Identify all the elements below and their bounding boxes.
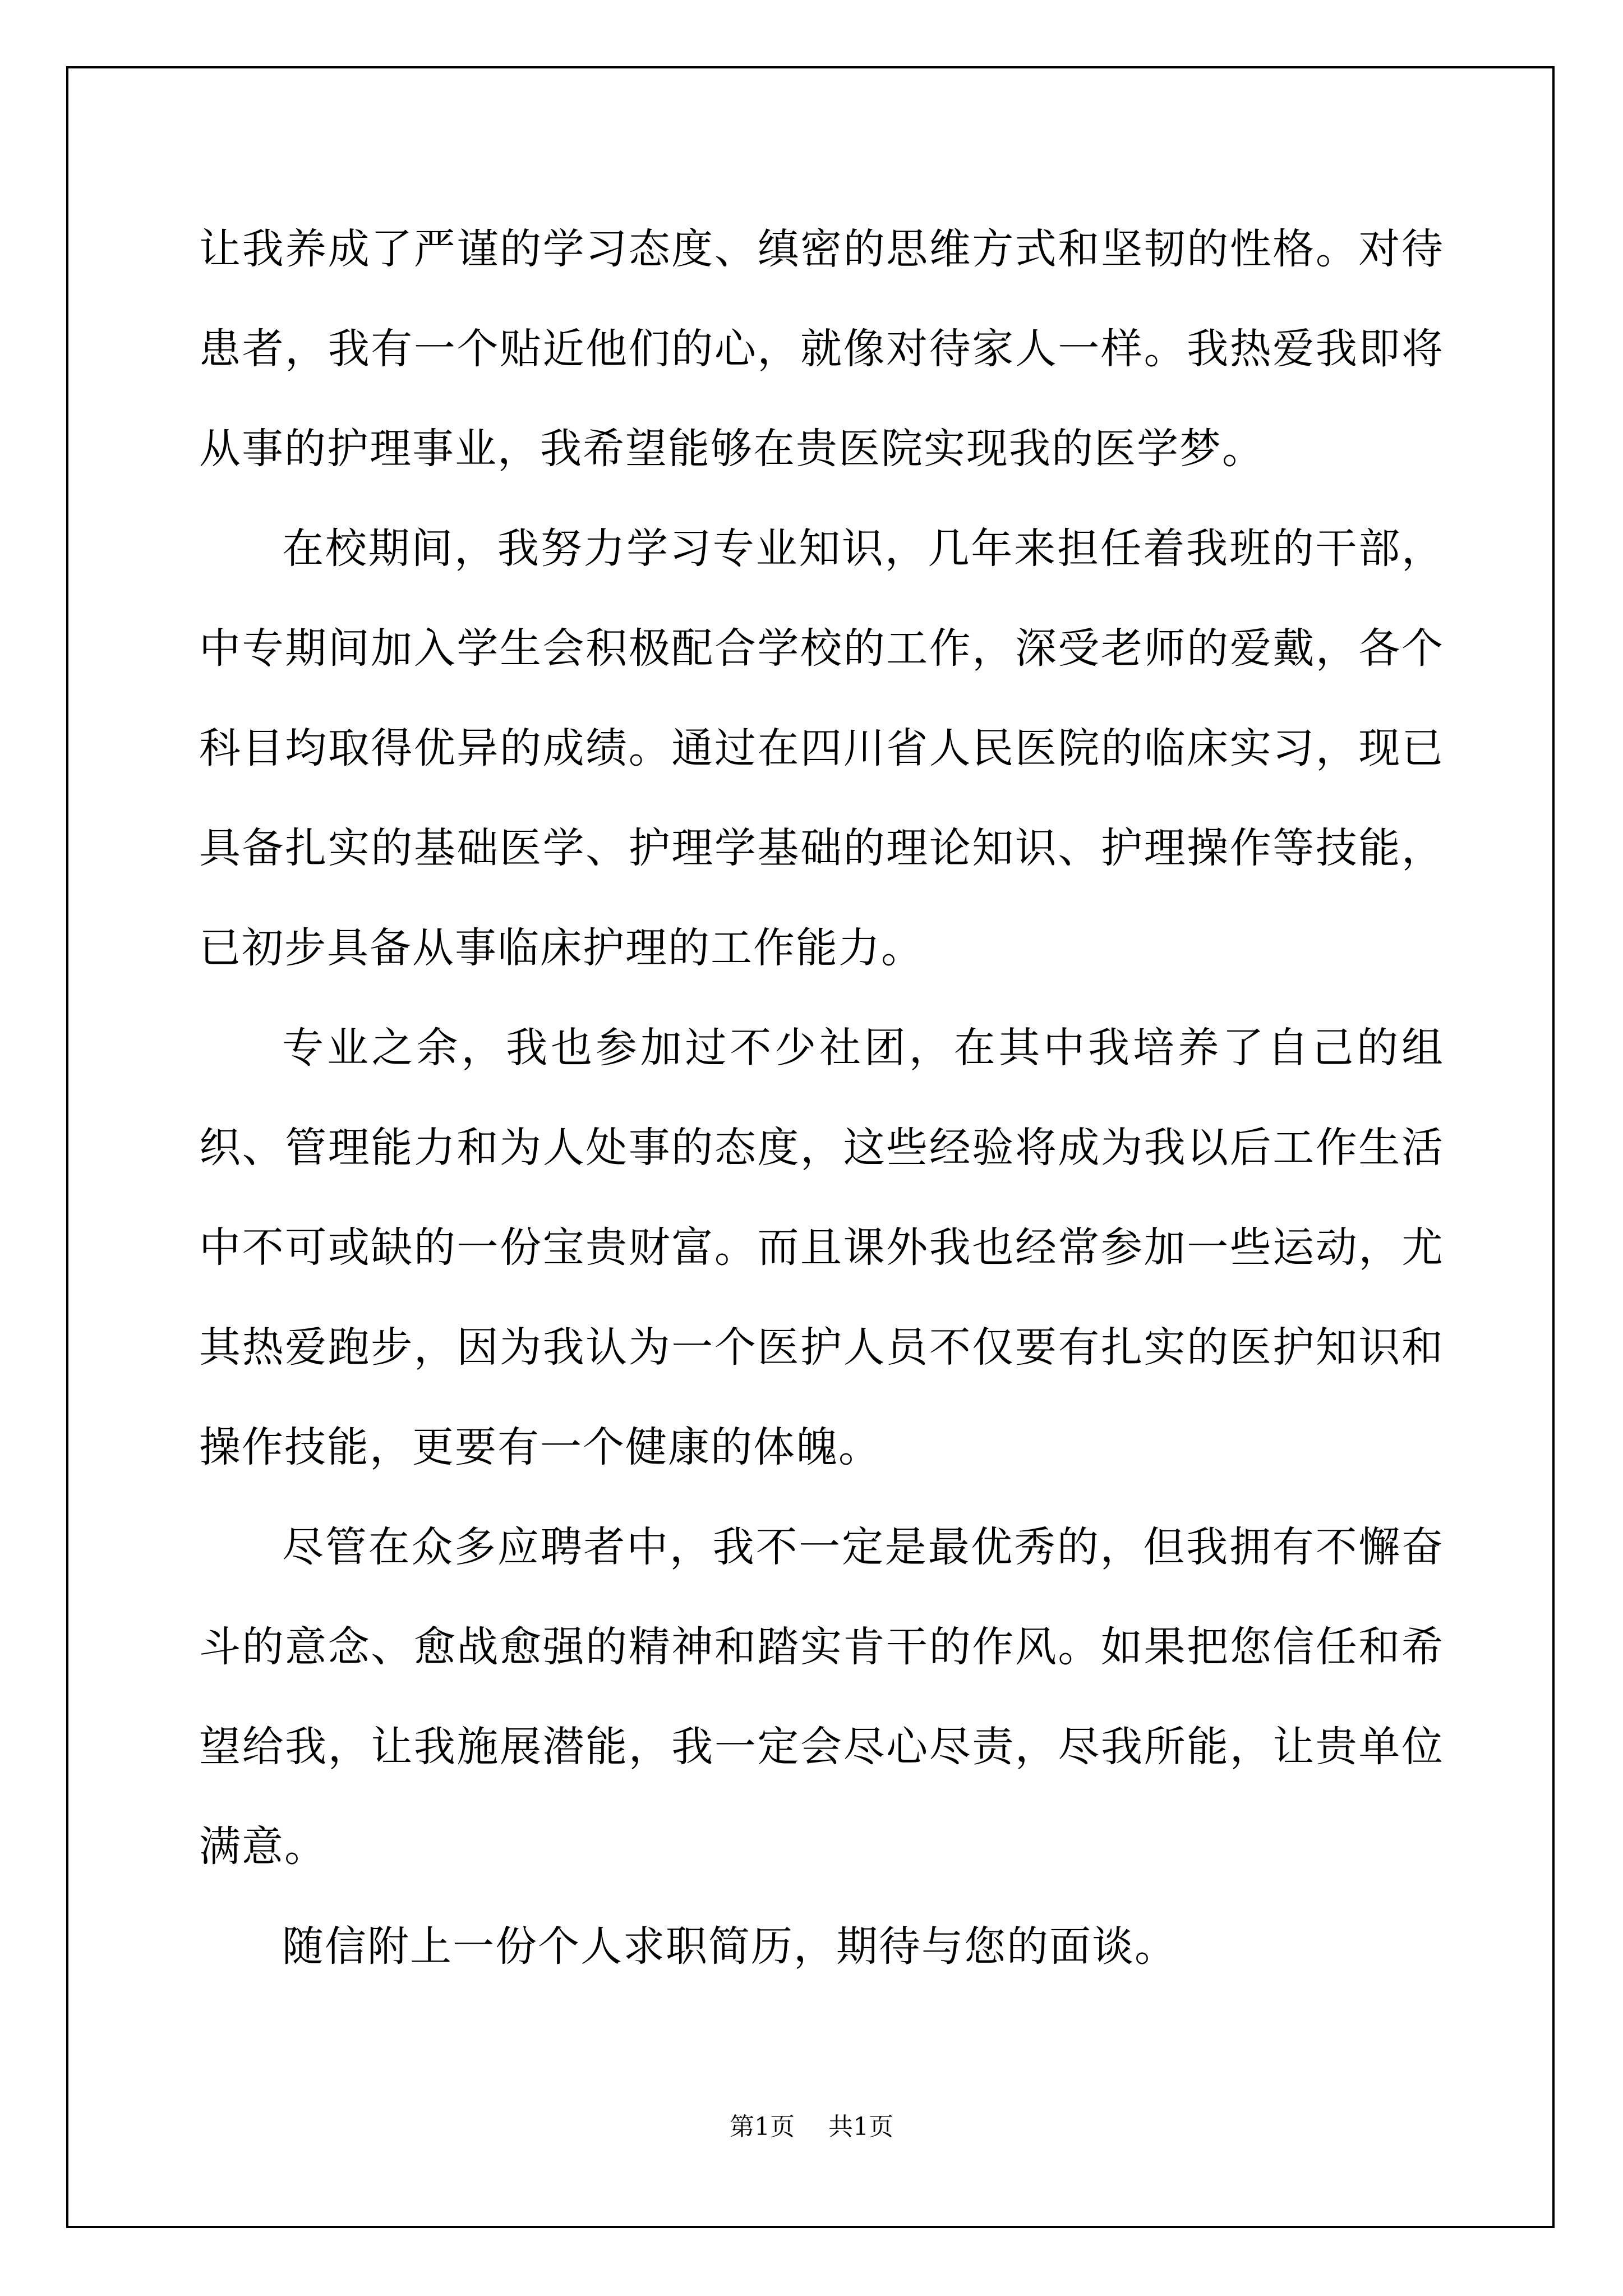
paragraph-4: 尽管在众多应聘者中，我不一定是最优秀的，但我拥有不懈奋斗的意念、愈战愈强的精神和踏实肯干的作风。如果把您信任和希望给我，让我施展潜能，我一定会尽心尽责，尽我所能，让贵单位满意。 (199, 1523, 1444, 1871)
paragraph-2: 在校期间，我努力学习专业知识，几年来担任着我班的干部，中专期间加入学生会积极配合学校的工作，深受老师的爱戴，各个科目均取得优异的成绩。通过在四川省人民医院的临床实习，现已具备扎实的基础医学、护理学基础的理论知识、护理操作等技能，已初步具备从事临床护理的工作能力。 (199, 524, 1444, 972)
paragraph-5: 随信附上一份个人求职简历，期待与您的面谈。 (282, 1922, 1177, 1971)
letter-body (199, 199, 1444, 1996)
page-footer (0, 2106, 1623, 2142)
page-total: 共1页 (828, 2113, 893, 2141)
paragraph-3: 专业之余，我也参加过不少社团，在其中我培养了自己的组织、管理能力和为人处事的态度，这些经验将成为我以后工作生活中不可或缺的一份宝贵财富。而且课外我也经常参加一些运动，尤其热爱跑步，因为我认为一个医护人员不仅要有扎实的医护知识和操作技能，更要有一个健康的体魄。 (199, 1024, 1444, 1471)
paragraph-1: 让我养成了严谨的学习态度、缜密的思维方式和坚韧的性格。对待患者，我有一个贴近他们的心，就像对待家人一样。我热爱我即将从事的护理事业，我希望能够在贵医院实现我的医学梦。 (199, 225, 1444, 473)
page-number: 第1页 (730, 2113, 795, 2141)
